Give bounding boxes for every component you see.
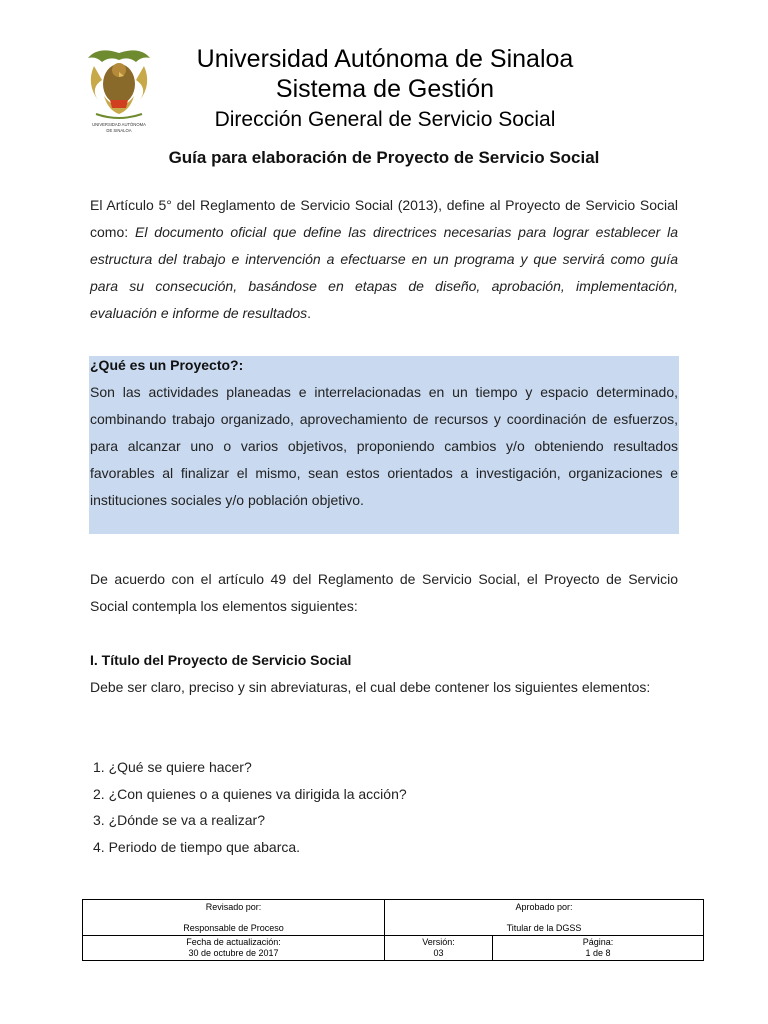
reviewed-by-value: Responsable de Proceso: [183, 923, 284, 933]
section-1: [90, 647, 678, 701]
university-logo: [84, 44, 154, 136]
version-label: Versión:: [422, 937, 455, 947]
section-1-body: Debe ser claro, preciso y sin abreviaturas, el cual debe contener los siguientes elementos:: [90, 679, 651, 695]
document-control-table: [82, 899, 704, 961]
update-date-value: 30 de octubre de 2017: [188, 948, 279, 958]
logo-caption-2: DE SINALOA: [106, 128, 132, 133]
intro-lead: El Artículo 5° del Reglamento de Servicio Social (2013), define al Proyecto de Servicio Social como:: [90, 197, 678, 240]
approved-by-value: Titular de la DGSS: [506, 923, 582, 933]
document-title: Guía para elaboración de Proyecto de Servicio Social: [168, 148, 600, 167]
project-definition-heading: ¿Qué es un Proyecto?:: [90, 357, 244, 373]
version-value: 03: [433, 948, 444, 958]
system-name: Sistema de Gestión: [275, 75, 495, 103]
department-name: Dirección General de Servicio Social: [214, 108, 556, 131]
page-label: Página:: [582, 937, 614, 947]
list-item: 4. Periodo de tiempo que abarca.: [93, 838, 301, 855]
reviewed-by-label: Revisado por:: [205, 902, 262, 912]
version-cell: [385, 936, 493, 961]
eagle-crest-icon: [84, 44, 154, 136]
page-cell: [493, 936, 704, 961]
list-item: 3. ¿Dónde se va a realizar?: [93, 812, 265, 828]
intro-paragraph: [90, 192, 678, 327]
section-1-heading: I. Título del Proyecto de Servicio Social: [90, 652, 352, 668]
list-item: 2. ¿Con quienes o a quienes va dirigida la acción?: [93, 785, 407, 802]
approved-by-cell: [385, 900, 704, 936]
intro-end: .: [307, 305, 312, 321]
page-value: 1 de 8: [585, 948, 611, 958]
reviewed-by-cell: [83, 900, 385, 936]
title-elements-list: [93, 754, 407, 860]
update-date-label: Fecha de actualización:: [186, 937, 281, 947]
university-name: Universidad Autónoma de Sinaloa: [196, 45, 574, 73]
update-date-cell: [83, 936, 385, 961]
article-49-paragraph: De acuerdo con el artículo 49 del Reglamento de Servicio Social, el Proyecto de Servicio Social contempla los elementos siguientes:: [90, 571, 678, 614]
project-definition-body: Son las actividades planeadas e interrelacionadas en un tiempo y espacio determinado, combinando trabajo organizado, aprovechamiento de recursos y coordinación de esfuerzos, para alcanzar uno o varios objetivos, proponiendo cambios y/o obteniendo resultados favorables al finalizar el mismo, sean estos orientados a investigación, organizaciones e instituciones sociales y/o población objetivo.: [90, 384, 678, 508]
list-item: 1. ¿Qué se quiere hacer?: [93, 759, 252, 775]
intro-quote: El documento oficial que define las directrices necesarias para lograr establecer la estructura del trabajo e intervención a efectuarse en un programa y que servirá como guía para su consecución, basándose en etapas de diseño, aprobación, implementación, evaluación e informe de resultados: [90, 224, 679, 321]
approved-by-label: Aprobado por:: [515, 902, 573, 912]
project-definition: [90, 352, 678, 514]
logo-caption-1: UNIVERSIDAD AUTÓNOMA: [92, 122, 146, 127]
